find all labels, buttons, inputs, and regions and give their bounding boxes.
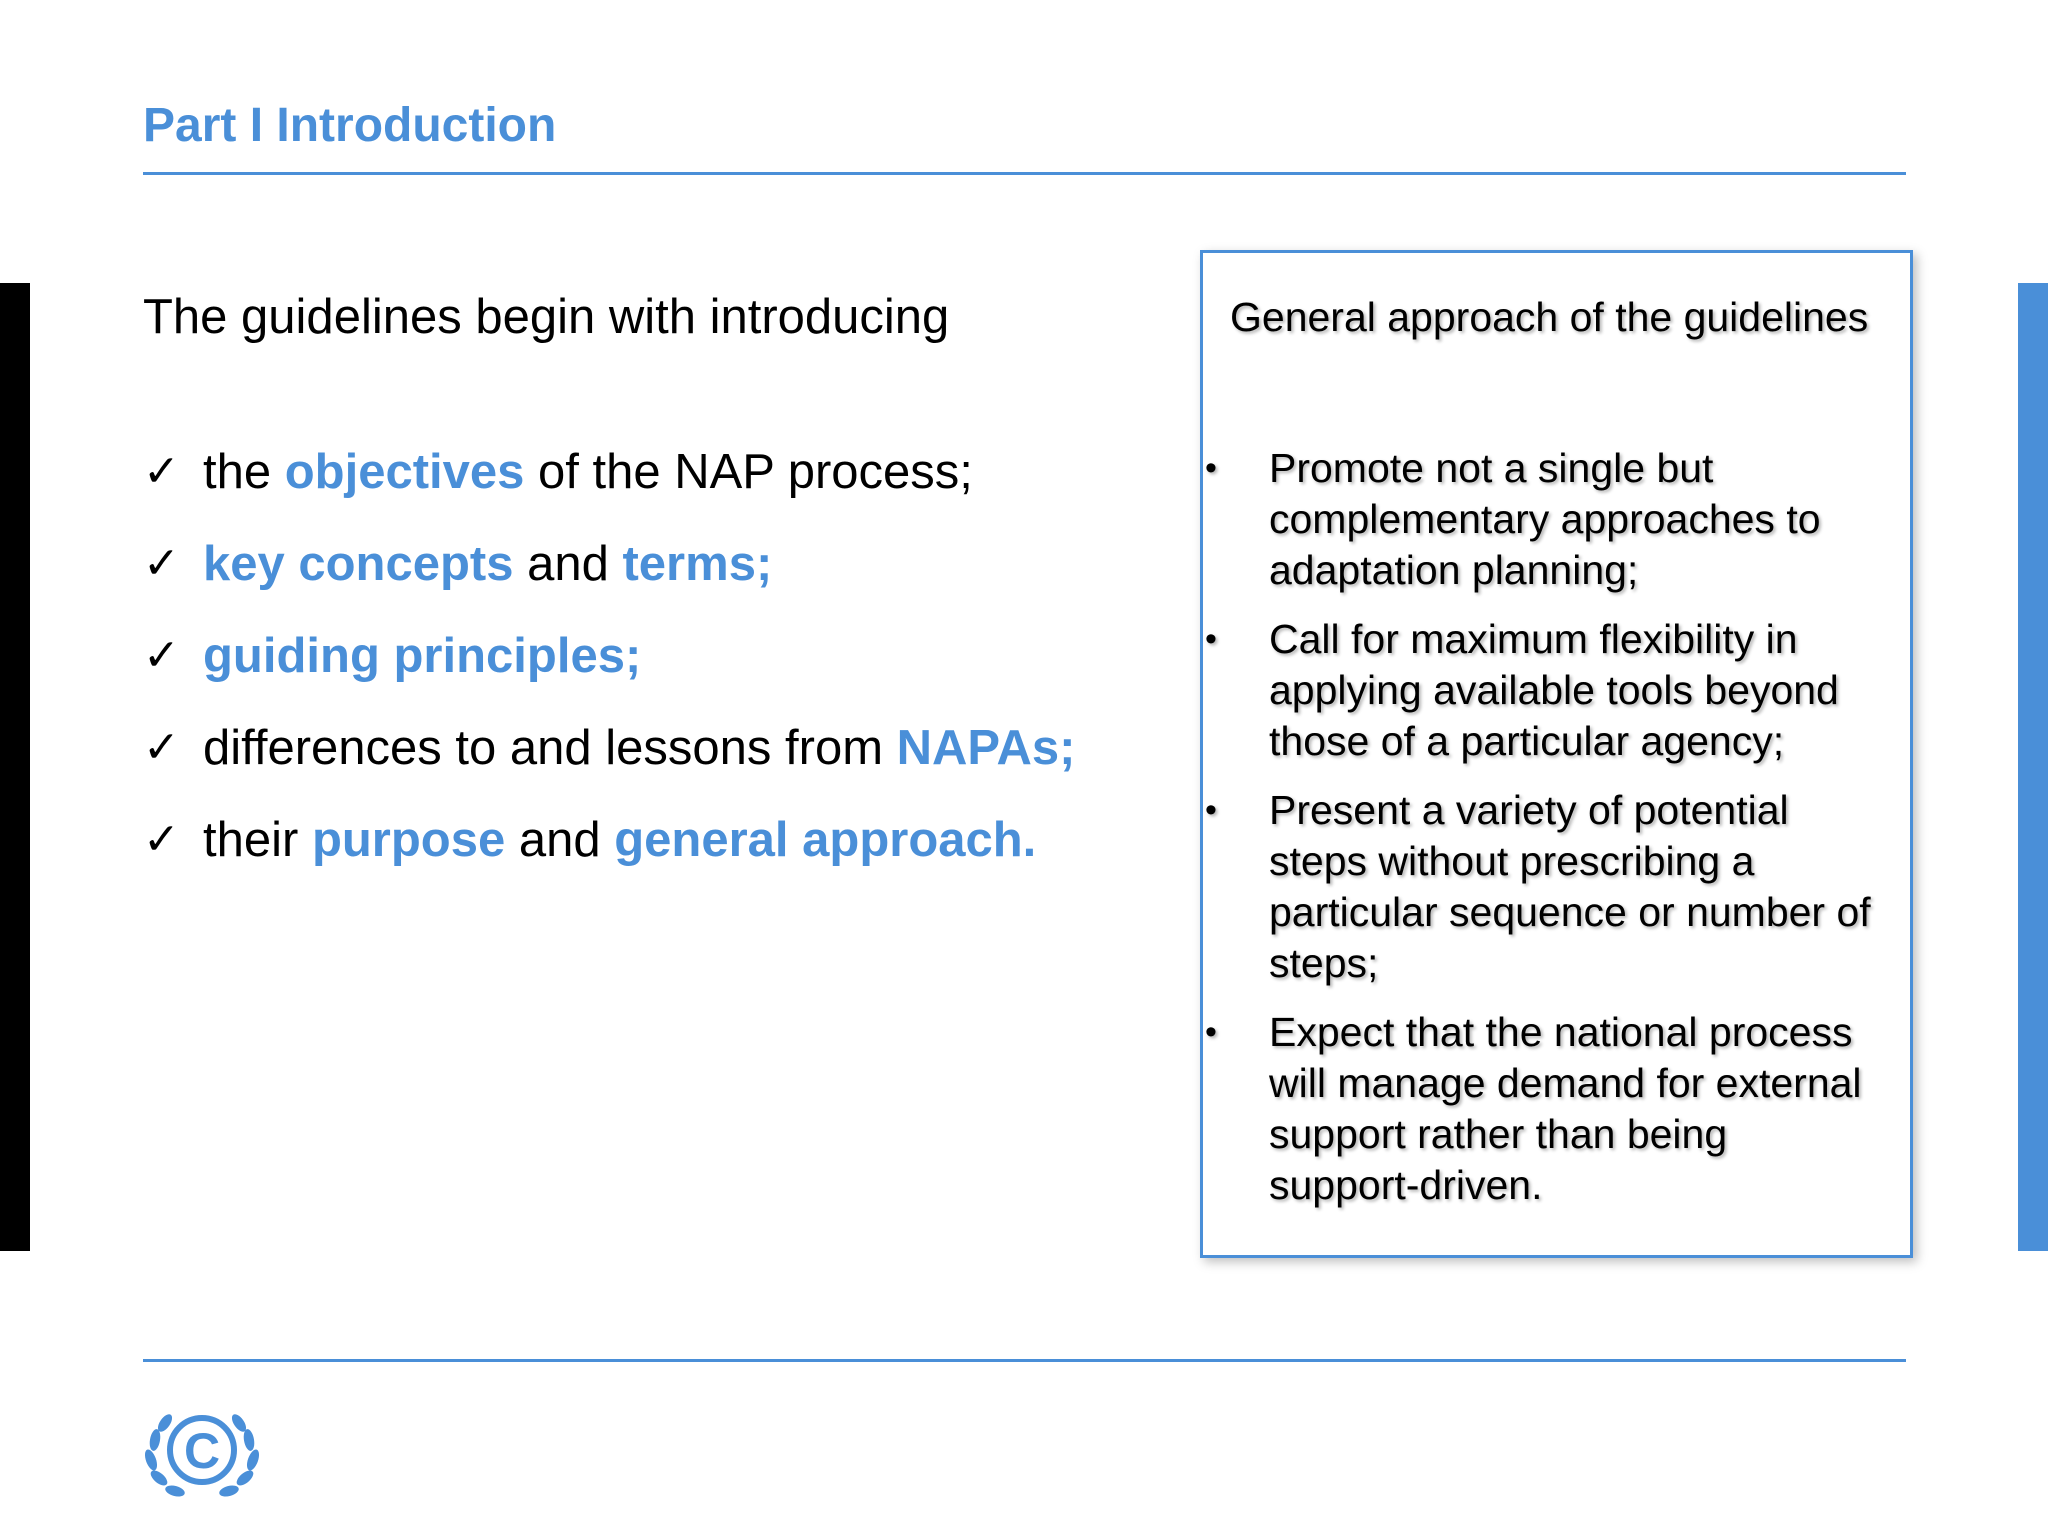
checklist-item (143, 534, 1075, 626)
bullet-icon: • (1205, 1013, 1217, 1051)
approach-item (1203, 785, 1883, 989)
approach-item-text: Call for maximum flexibility in applying available tools beyond those of a particular agency; (1269, 616, 1839, 764)
right-accent-bar (2018, 283, 2048, 1251)
item-highlight: general approach. (614, 813, 1037, 867)
item-highlight: purpose (311, 813, 506, 867)
logo-letter: C (183, 1423, 221, 1479)
item-highlight: NAPAs; (896, 721, 1076, 775)
checklist-item (143, 626, 1075, 718)
checklist-item (143, 442, 1075, 534)
item-text: the (203, 445, 285, 499)
checkmark-icon: ✓ (143, 447, 180, 496)
checkmark-icon: ✓ (143, 723, 180, 772)
approach-item-text: Expect that the national process will manage demand for external support rather than being support-driven. (1269, 1009, 1862, 1208)
item-text: differences to and lessons from (203, 721, 897, 775)
item-text: of the NAP process; (524, 445, 973, 499)
item-text: and (513, 537, 623, 591)
unfccc-logo-icon (137, 1398, 267, 1502)
approach-list (1203, 443, 1883, 1229)
intro-text: The guidelines begin with introducing (143, 290, 950, 344)
approach-box-title: General approach of the guidelines (1230, 294, 1869, 340)
approach-item-text: Present a variety of potential steps without prescribing a particular sequence or number of steps; (1269, 787, 1871, 986)
slide-title: Part I Introduction (143, 99, 557, 152)
approach-item (1203, 443, 1883, 596)
checkmark-icon: ✓ (143, 815, 180, 864)
item-highlight: key concepts (203, 537, 514, 591)
checklist-item (143, 718, 1075, 810)
item-text: their (203, 813, 312, 867)
item-highlight: objectives (284, 445, 525, 499)
checkmark-icon: ✓ (143, 631, 180, 680)
item-text: and (505, 813, 615, 867)
item-highlight: guiding principles; (203, 629, 642, 683)
footer-divider (143, 1359, 1906, 1362)
checklist-item (143, 810, 1075, 902)
checkmark-icon: ✓ (143, 539, 180, 588)
bullet-icon: • (1205, 620, 1217, 658)
bullet-icon: • (1205, 791, 1217, 829)
approach-item (1203, 1007, 1883, 1211)
checklist (143, 442, 1075, 902)
item-highlight: terms; (622, 537, 773, 591)
left-accent-bar (0, 283, 30, 1251)
approach-item-text: Promote not a single but complementary approaches to adaptation planning; (1269, 445, 1821, 593)
bullet-icon: • (1205, 449, 1217, 487)
title-divider (143, 172, 1906, 175)
approach-item (1203, 614, 1883, 767)
general-approach-box (1200, 250, 1913, 1258)
